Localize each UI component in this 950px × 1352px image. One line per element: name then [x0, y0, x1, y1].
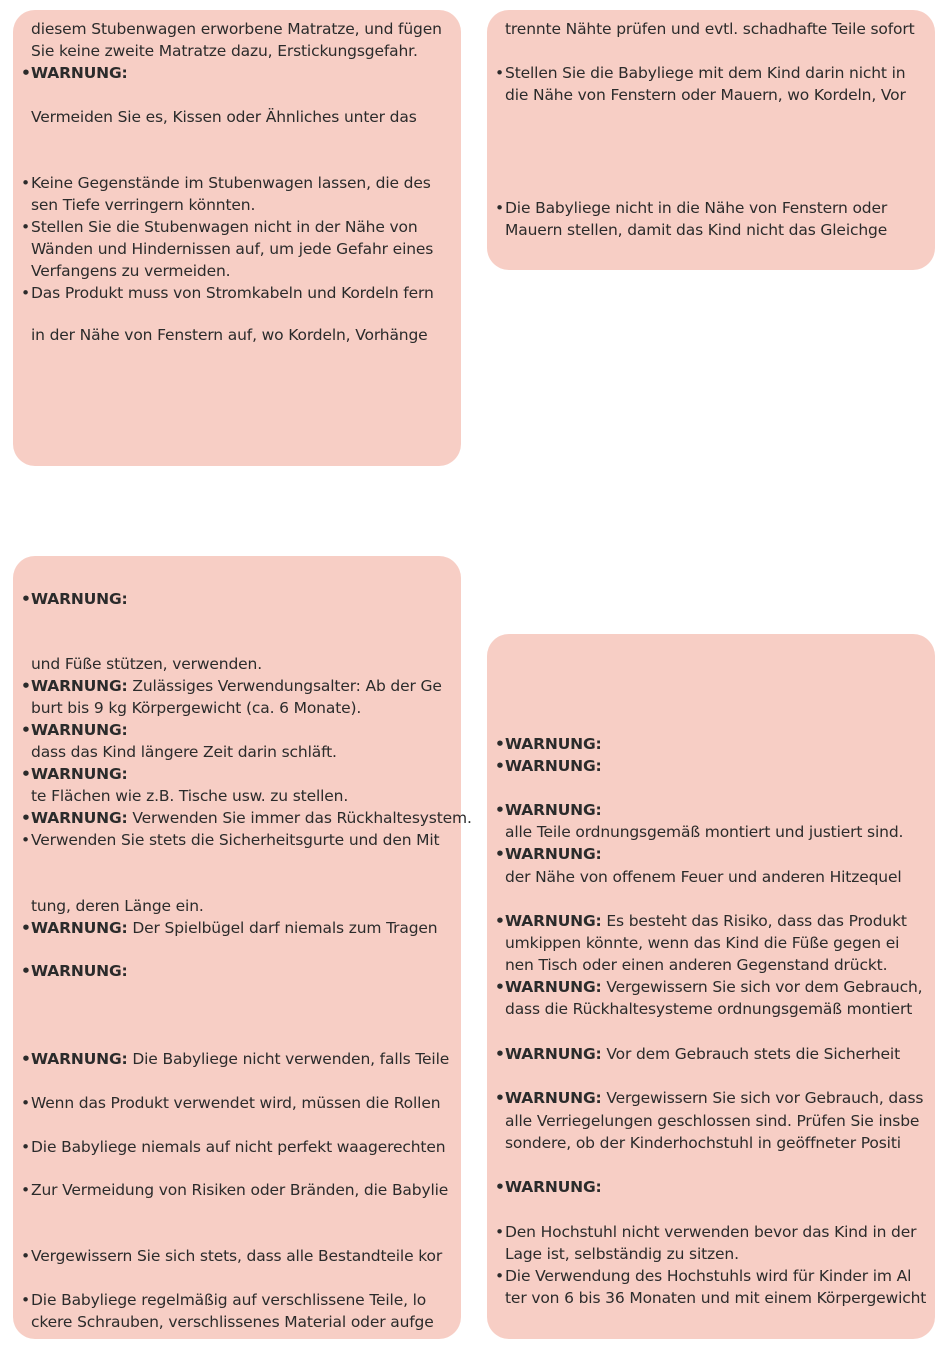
warning-text: Der Spielbügel darf niemals zum Tragen	[127, 919, 438, 937]
warning-text: Die Babyliege nicht verwenden, falls Teile	[127, 1050, 450, 1068]
bullet-icon: •	[21, 1094, 30, 1112]
line-text: sondere, ob der Kinderhochstuhl in geöffneter Positi	[505, 1134, 901, 1152]
line-text: Stellen Sie die Babyliege mit dem Kind darin nicht in	[505, 64, 906, 82]
line-text: tung, deren Länge ein.	[31, 897, 204, 915]
warning-label: WARNUNG:	[31, 1050, 128, 1068]
line-text: Wänden und Hindernissen auf, um jede Gefahr eines	[31, 240, 434, 258]
line-text: Das Produkt muss von Stromkabeln und Kordeln fern	[31, 284, 434, 302]
warning-label: WARNUNG:	[31, 919, 128, 937]
line-text: Zur Vermeidung von Risiken oder Bränden, die Babylie	[31, 1181, 449, 1199]
warning-label: WARNUNG:	[31, 765, 128, 783]
bullet-icon: •	[495, 64, 504, 82]
line-text: Mauern stellen, damit das Kind nicht das Gleichge	[505, 221, 888, 239]
bullet-icon: •	[21, 174, 30, 192]
warning-label: WARNUNG:	[505, 757, 602, 775]
bullet-icon: •	[21, 590, 31, 608]
warning-label: WARNUNG:	[31, 809, 128, 827]
line-text: alle Teile ordnungsgemäß montiert und justiert sind.	[505, 823, 904, 841]
line-text: dass das Kind längere Zeit darin schläft.	[31, 743, 337, 761]
warning-label: WARNUNG:	[505, 978, 602, 996]
line-text: Sie keine zweite Matratze dazu, Erstickungsgefahr.	[31, 42, 418, 60]
line-text: Die Verwendung des Hochstuhls wird für Kinder im Al	[505, 1267, 912, 1285]
bullet-icon: •	[495, 1223, 504, 1241]
bullet-icon: •	[21, 1181, 30, 1199]
warning-label: WARNUNG:	[505, 1178, 602, 1196]
bullet-icon: •	[21, 284, 30, 302]
line-text: die Nähe von Fenstern oder Mauern, wo Kordeln, Vor	[505, 86, 906, 104]
bullet-icon: •	[21, 1138, 30, 1156]
line-text: Wenn das Produkt verwendet wird, müssen die Rollen	[31, 1094, 441, 1112]
line-text: Die Babyliege regelmäßig auf verschlissene Teile, lo	[31, 1291, 427, 1309]
bullet-icon: •	[495, 1178, 505, 1196]
line-text: Vermeiden Sie es, Kissen oder Ähnliches unter das	[31, 108, 417, 126]
bullet-icon: •	[21, 1050, 31, 1068]
bullet-icon: •	[21, 809, 31, 827]
line-text: umkippen könnte, wenn das Kind die Füße gegen ei	[505, 934, 900, 952]
line-text: Stellen Sie die Stubenwagen nicht in der Nähe von	[31, 218, 418, 236]
line-text: alle Verriegelungen geschlossen sind. Prüfen Sie insbe	[505, 1112, 920, 1130]
line-text: dass die Rückhaltesysteme ordnungsgemäß montiert	[505, 1000, 913, 1018]
bullet-icon: •	[21, 765, 31, 783]
line-text: nen Tisch oder einen anderen Gegenstand drückt.	[505, 956, 888, 974]
bullet-icon: •	[21, 919, 31, 937]
warning-label: WARNUNG:	[31, 64, 128, 82]
warning-label: WARNUNG:	[505, 912, 602, 930]
line-text: burt bis 9 kg Körpergewicht (ca. 6 Monate).	[31, 699, 362, 717]
warning-label: WARNUNG:	[505, 801, 602, 819]
line-text: Verfangens zu vermeiden.	[31, 262, 231, 280]
bullet-icon: •	[21, 1291, 30, 1309]
line-text: Verwenden Sie stets die Sicherheitsgurte und den Mit	[31, 831, 440, 849]
line-text: ter von 6 bis 36 Monaten und mit einem Körpergewicht	[505, 1289, 927, 1307]
line-text: ckere Schrauben, verschlissenes Material oder aufge	[31, 1313, 434, 1331]
warning-label: WARNUNG:	[31, 590, 128, 608]
bullet-icon: •	[495, 978, 505, 996]
bullet-icon: •	[495, 735, 505, 753]
warning-text: Vergewissern Sie sich vor dem Gebrauch,	[601, 978, 923, 996]
line-text: Den Hochstuhl nicht verwenden bevor das Kind in der	[505, 1223, 917, 1241]
line-text: der Nähe von offenem Feuer und anderen Hitzequel	[505, 868, 902, 886]
bullet-icon: •	[21, 831, 30, 849]
bullet-icon: •	[21, 218, 30, 236]
warning-label: WARNUNG:	[31, 721, 128, 739]
warning-label: WARNUNG:	[505, 845, 602, 863]
line-text: trennte Nähte prüfen und evtl. schadhafte Teile sofort	[505, 20, 915, 38]
line-text: Vergewissern Sie sich stets, dass alle Bestandteile kor	[31, 1247, 443, 1265]
line-text: diesem Stubenwagen erworbene Matratze, und fügen	[31, 20, 442, 38]
bullet-icon: •	[495, 1089, 505, 1107]
warning-text: Verwenden Sie immer das Rückhaltesystem.	[127, 809, 472, 827]
warning-panel-top-left	[13, 10, 461, 466]
warning-text: Vor dem Gebrauch stets die Sicherheit	[601, 1045, 901, 1063]
line-text: Die Babyliege nicht in die Nähe von Fenstern oder	[505, 199, 888, 217]
warning-text: Es besteht das Risiko, dass das Produkt	[601, 912, 907, 930]
line-text: Die Babyliege niemals auf nicht perfekt waagerechten	[31, 1138, 446, 1156]
warning-label: WARNUNG:	[505, 1089, 602, 1107]
bullet-icon: •	[495, 199, 504, 217]
warning-text: Zulässiges Verwendungsalter: Ab der Ge	[127, 677, 442, 695]
bullet-icon: •	[495, 1267, 504, 1285]
warning-panel-top-right	[487, 10, 935, 270]
bullet-icon: •	[21, 962, 31, 980]
line-text: in der Nähe von Fenstern auf, wo Kordeln, Vorhänge	[31, 326, 428, 344]
bullet-icon: •	[495, 912, 505, 930]
line-text: te Flächen wie z.B. Tische usw. zu stellen.	[31, 787, 349, 805]
warning-label: WARNUNG:	[31, 962, 128, 980]
bullet-icon: •	[21, 677, 31, 695]
warning-panel-bottom-right	[487, 634, 935, 1339]
warning-panel-bottom-left	[13, 556, 472, 1339]
bullet-icon: •	[21, 1247, 30, 1265]
bullet-icon: •	[495, 845, 505, 863]
warning-text: Vergewissern Sie sich vor Gebrauch, dass	[601, 1089, 924, 1107]
bullet-icon: •	[21, 721, 31, 739]
line-text: sen Tiefe verringern könnten.	[31, 196, 256, 214]
bullet-icon: •	[495, 1045, 505, 1063]
line-text: Keine Gegenstände im Stubenwagen lassen, die des	[31, 174, 431, 192]
bullet-icon: •	[495, 801, 505, 819]
warning-label: WARNUNG:	[31, 677, 128, 695]
bullet-icon: •	[495, 757, 505, 775]
bullet-icon: •	[21, 64, 31, 82]
line-text: Lage ist, selbständig zu sitzen.	[505, 1245, 739, 1263]
warning-label: WARNUNG:	[505, 1045, 602, 1063]
line-text: und Füße stützen, verwenden.	[31, 655, 262, 673]
warning-label: WARNUNG:	[505, 735, 602, 753]
